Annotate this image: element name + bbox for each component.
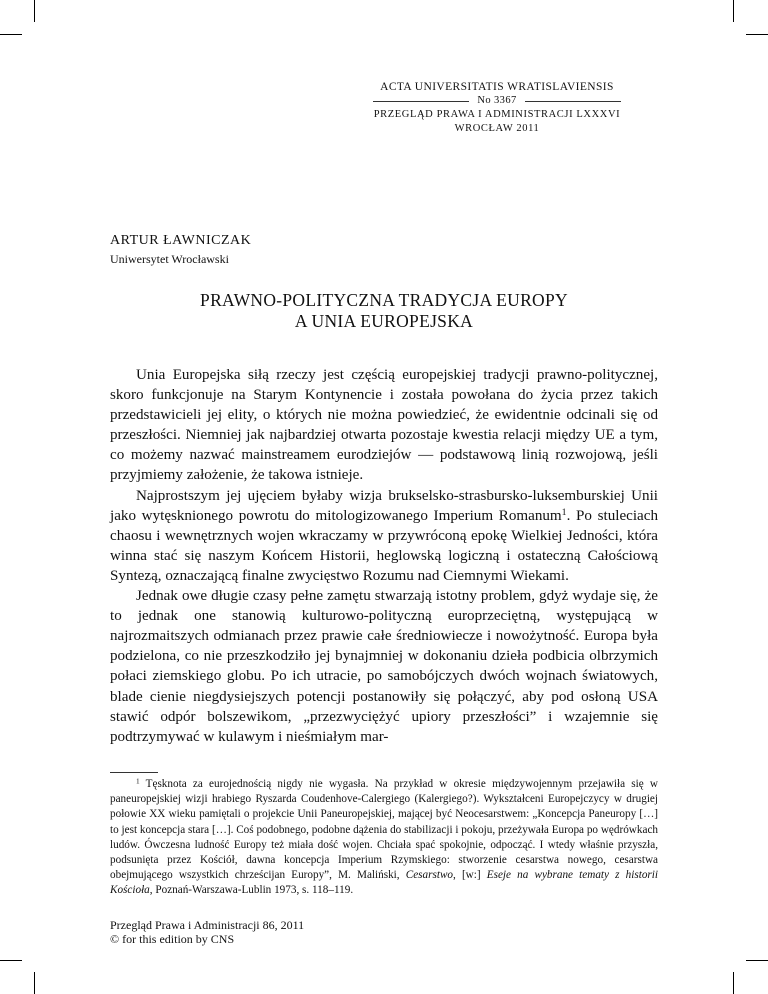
paragraph-2-end: . Po stuleciach chaosu i wewnętrznych wojen wkraczamy w przywróconą epokę Wielkiej Jedności, która winna stać się naszym Końcem Historii, heglowską logiczną i ostateczną Całościową Syntezą, oznaczającą finalne zwycięstwo Rozumu nad Ciemnymi Wiekami. (110, 507, 658, 584)
place-year: WROCŁAW 2011 (454, 123, 540, 134)
rule-right (525, 101, 621, 102)
crop-mark-top-left (34, 0, 35, 22)
crop-mark-bottom-left (34, 972, 35, 994)
footnote-ref-1: 1 (561, 506, 567, 518)
author-name: ARTUR ŁAWNICZAK (110, 233, 252, 248)
crop-mark-top-right-h (746, 34, 768, 35)
footnote-text-end: , Poznań-Warszawa-Lublin 1973, s. 118–119. (149, 884, 354, 897)
paragraph-2 (110, 486, 658, 586)
author-affiliation: Uniwersytet Wrocławski (110, 252, 229, 266)
journal-footer (110, 918, 304, 946)
masthead (352, 80, 642, 136)
footnote (110, 777, 658, 899)
article-title (110, 290, 658, 332)
footnote-1 (110, 777, 658, 899)
journal-name: PRZEGLĄD PRAWA I ADMINISTRACJI LXXXVI (373, 109, 621, 120)
footnote-italic-2: Eseje na wybrane tematy z historii Kościoła (110, 869, 659, 897)
series-name: ACTA UNIVERSITATIS WRATISLAVIENSIS (380, 81, 614, 93)
issue-number-row (352, 94, 642, 108)
rule-left (373, 101, 469, 102)
title-line-1: PRAWNO-POLITYCZNA TRADYCJA EUROPY (200, 290, 568, 310)
issue-number: No 3367 (477, 95, 517, 106)
journal-footer-line-1: Przegląd Prawa i Administracji 86, 2011 (110, 918, 305, 932)
footnote-italic-1: Cesarstwo (405, 869, 453, 882)
crop-mark-bottom-right-h (746, 960, 768, 961)
title-line-2: A UNIA EUROPEJSKA (294, 311, 474, 331)
journal-footer-line-2: © for this edition by CNS (110, 932, 235, 946)
paragraph-2-start: Najprostszym jej ujęciem byłaby wizja brukselsko-strasbursko-luksemburskiej Unii jako wytęsknionego powrotu do mitologizowanego Imperium Romanum (110, 487, 658, 524)
paragraph-1: Unia Europejska siłą rzeczy jest częścią europejskiej tradycji prawno-politycznej, skoro funkcjonuje na Starym Kontynencie i została powołana do życia przez takich przedstawicieli jej elity, o których nie można powiedzieć, że ewidentnie odcinali się od przeszłości. Niemniej jak najbardziej otwarta pozostaje kwestia relacji między UE a tym, co możemy nazwać mainstreamem eurodziejów — podstawową linią rozwojową, jeśli przyjmiemy założenie, że takowa istnieje. (110, 367, 658, 484)
paragraph-3: Jednak owe długie czasy pełne zamętu stwarzają istotny problem, gdyż wydaje się, że to jednak one stanowią kulturowo-polityczną europrzeciętną, występującą w najrozmaitszych odmianach przez prawie całe średniowiecze i nowożytność. Europa była podzielona, co nie przeszkodziło jej bynajmniej w dokonaniu dzieła podbicia olbrzymich połaci ziemskiego globu. Po ich utracie, po samobójczych dwóch wojnach światowych, blade cienie niegdysiejszych potencji postanowiły się połączyć, aby pod osłoną USA stawić odpór bolszewikom, „przezwyciężyć upiory przeszłości” i wzajemnie się podtrzymywać w kulawym i nieśmiałym mar- (110, 588, 658, 745)
footnote-text-mid: , [w:] (453, 869, 487, 882)
footnote-text-main: Tęsknota za eurojednością nigdy nie wygasła. Na przykład w okresie międzywojennym przejawiła się w paneuropejskiej wizji hrabiego Ryszarda Coudenhove-Calergiego (Kalergiego?). Wykształceni Europejczycy w drugiej połowie XX wieku pamiętali o projekcie Unii Paneuropejskiej, mającej być Neocesarstwem: „Koncepcja Paneuropy […] to jest koncepcja stara […]. Coś podobnego, podobne dążenia do stabilizacji i pokoju, przeżywała Europa po wędrówkach ludów. Ówczesna ludność Europy też miała dość wojen. Chciała spać spokojnie, odpocząć. I wtedy właśnie przyszła, podsunięta przez Kościół, dawna koncepcja Imperium Rzymskiego: stworzenie cesarstwa nowego, cesarstwa obejmującego wszystkich chrześcijan Europy”, M. Maliński, (110, 778, 658, 882)
crop-mark-top-left-h (0, 34, 22, 35)
article-body (110, 365, 658, 747)
crop-mark-top-right (733, 0, 734, 22)
crop-mark-bottom-right (733, 972, 734, 994)
crop-mark-bottom-left-h (0, 960, 22, 961)
footnote-rule (110, 772, 158, 773)
footnote-mark: 1 (136, 777, 140, 786)
